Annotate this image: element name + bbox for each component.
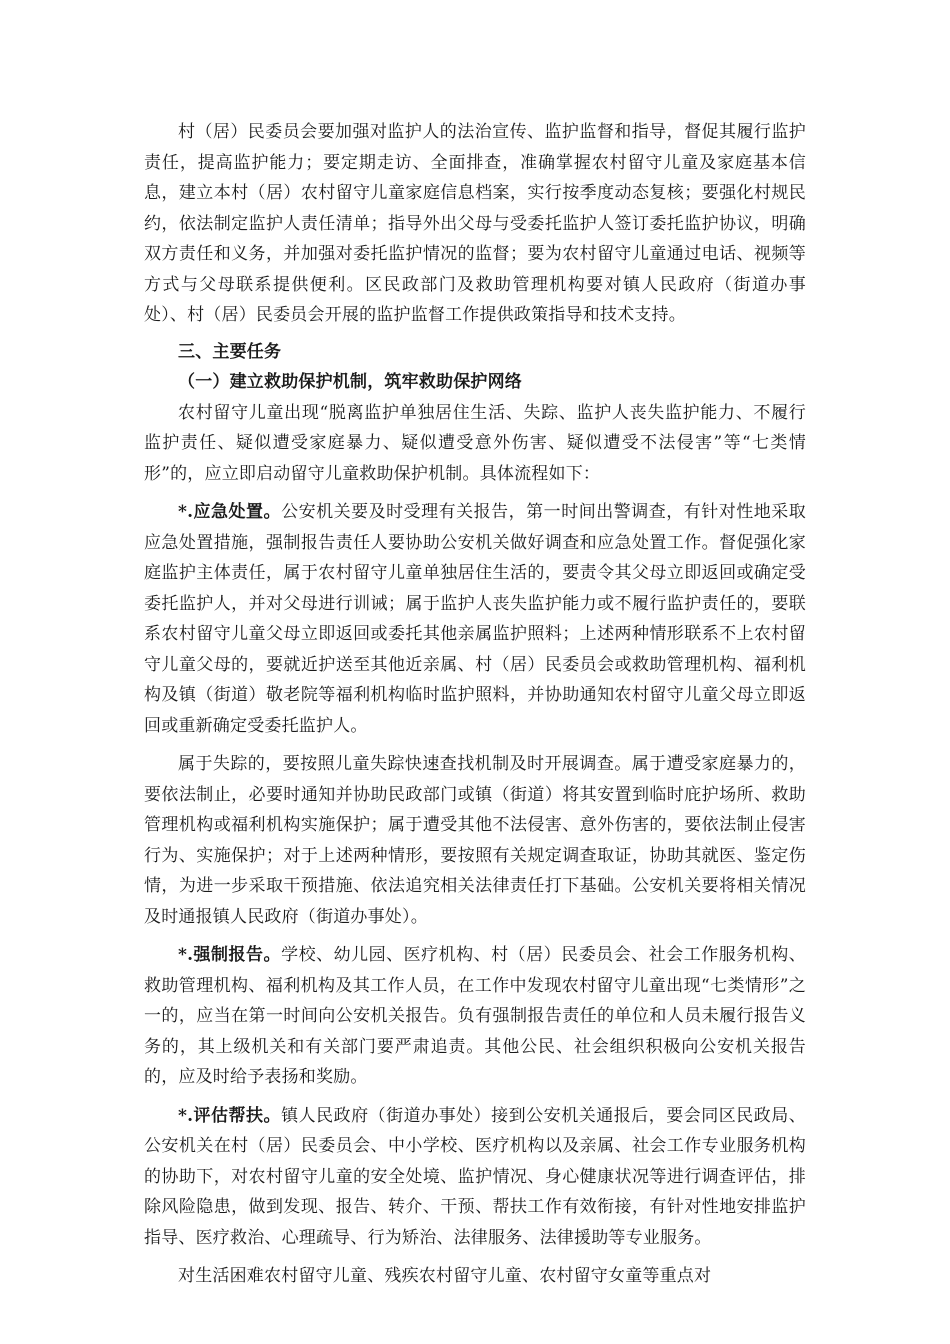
paragraph-assessment-assistance (144, 1101, 806, 1254)
paragraph-seven-situations: 农村留守儿童出现“脱离监护单独居住生活、失踪、监护人丧失监护能力、不履行监护责任、疑似遭受家庭暴力、疑似遭受意外伤害、疑似遭受不法侵害”等“七类情形”的，应立即启动留守儿童救助保护机制。具体流程如下： (144, 402, 806, 484)
paragraph-emergency-response (144, 497, 806, 741)
paragraph-key-groups: 对生活困难农村留守儿童、残疾农村留守儿童、农村留守女童等重点对 (178, 1266, 712, 1286)
sub-heading-rescue-mechanism: （一）建立救助保护机制，筑牢救助保护网络 (178, 372, 522, 392)
lead-assessment-assistance: *.评估帮扶。 (178, 1105, 282, 1126)
body-assessment-assistance: 镇人民政府（街道办事处）接到公安机关通报后，要会同区民政局、公安机关在村（居）民委员会、中小学校、医疗机构以及亲属、社会工作专业服务机构的协助下，对农村留守儿童的安全处境、监护情况、身心健康状况等进行调查评估，排除风险隐患，做到发现、报告、转介、干预、帮扶工作有效衔接，有针对性地安排监护指导、医疗救治、心理疏导、行为矫治、法律服务、法律援助等专业服务。 (144, 1105, 806, 1248)
lead-mandatory-reporting: *.强制报告。 (178, 945, 282, 965)
body-emergency-response: 公安机关要及时受理有关报告，第一时间出警调查，有针对性地采取应急处置措施，强制报告责任人要协助公安机关做好调查和应急处置工作。督促强化家庭监护主体责任，属于农村留守儿童单独居住生活的，要责令其父母立即返回或确定受委托监护人，并对父母进行训诫；属于监护人丧失监护能力或不履行监护责任的，要联系农村留守儿童父母立即返回或委托其他亲属监护照料；上述两种情形联系不上农村留守儿童父母的，要就近护送至其他近亲属、村（居）民委员会或救助管理机构、福利机构及镇（街道）敬老院等福利机构临时监护照料，并协助通知农村留守儿童父母立即返回或重新确定受委托监护人。 (144, 502, 806, 736)
paragraph-missing-and-violence: 属于失踪的，要按照儿童失踪快速查找机制及时开展调查。属于遭受家庭暴力的，要依法制止，必要时通知并协助民政部门或镇（街道）将其安置到临时庇护场所、救助管理机构或福利机构实施保护；属于遭受其他不法侵害、意外伤害的，要依法制止侵害行为、实施保护；对于上述两种情形，要按照有关规定调查取证，协助其就医、鉴定伤情，为进一步采取干预措施、依法追究相关法律责任打下基础。公安机关要将相关情况及时通报镇人民政府（街道办事处）。 (144, 754, 806, 927)
lead-emergency-response: *.应急处置。 (178, 502, 282, 522)
document-body (144, 117, 806, 1292)
paragraph-village-committee-duties: 村（居）民委员会要加强对监护人的法治宣传、监护监督和指导，督促其履行监护责任，提高监护能力；要定期走访、全面排查，准确掌握农村留守儿童及家庭基本信息，建立本村（居）农村留守儿童家庭信息档案，实行按季度动态复核；要强化村规民约，依法制定监护人责任清单；指导外出父母与受委托监护人签订委托监护协议，明确双方责任和义务，并加强对委托监护情况的监督；要为农村留守儿童通过电话、视频等方式与父母联系提供便利。区民政部门及救助管理机构要对镇人民政府（街道办事处）、村（居）民委员会开展的监护监督工作提供政策指导和技术支持。 (144, 122, 806, 325)
section-heading-main-tasks: 三、主要任务 (178, 341, 282, 362)
paragraph-mandatory-reporting (144, 940, 806, 1093)
body-mandatory-reporting: 学校、幼儿园、医疗机构、村（居）民委员会、社会工作服务机构、救助管理机构、福利机构及其工作人员，在工作中发现农村留守儿童出现“七类情形”之一的，应当在第一时间向公安机关报告。负有强制报告责任的单位和人员未履行报告义务的，其上级机关和有关部门要严肃追责。其他公民、社会组织积极向公安机关报告的，应及时给予表扬和奖励。 (144, 945, 806, 1087)
